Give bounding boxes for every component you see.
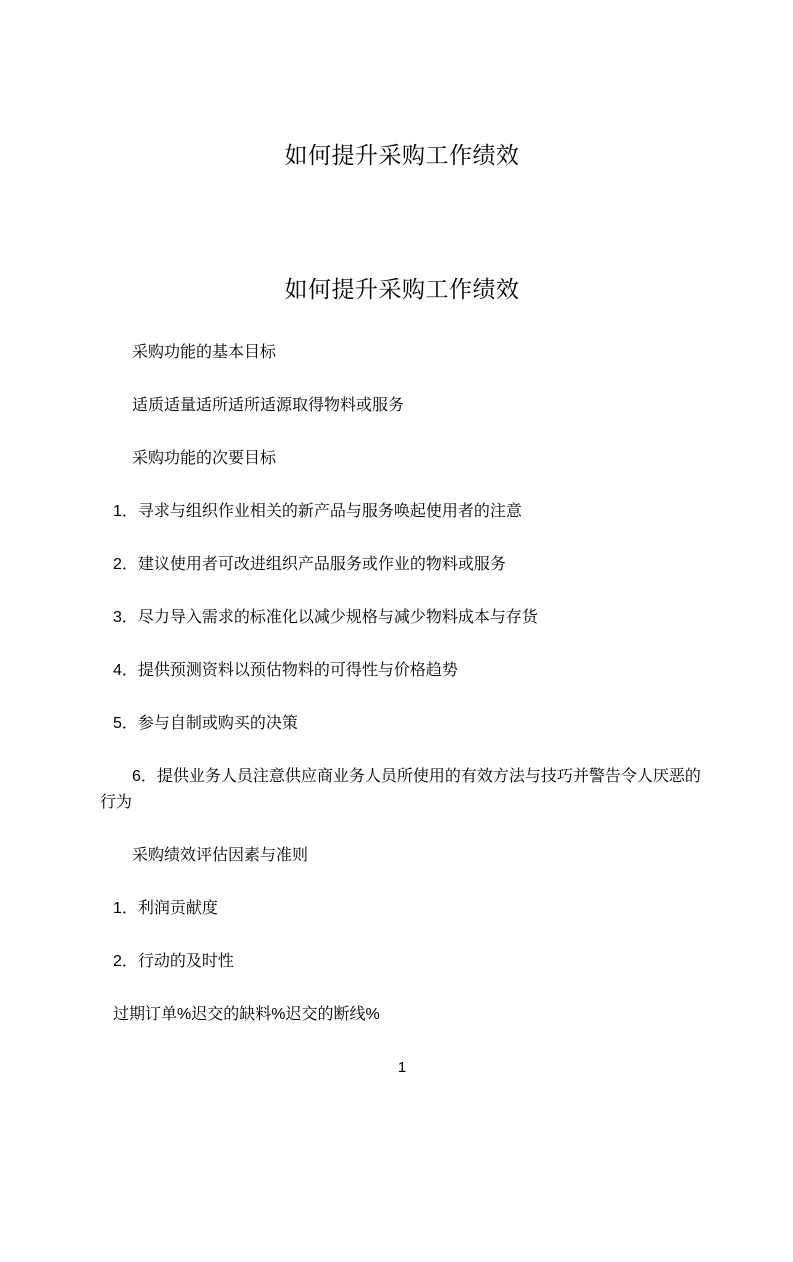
body-line-overdue-metrics: 过期订单%迟交的缺料%迟交的断线% [113, 1006, 380, 1023]
eval-item-2: 2．行动的及时性 [113, 953, 234, 970]
list-item-5: 5．参与自制或购买的决策 [113, 715, 298, 732]
list-item-6: 6．提供业务人员注意供应商业务人员所使用的有效方法与技巧并警告令人厌恶的行为 [100, 768, 701, 811]
section-header-basic-goals: 采购功能的基本目标 [132, 344, 277, 361]
doc-heading: 如何提升采购工作绩效 [284, 276, 520, 302]
list-item-1: 1．寻求与组织作业相关的新产品与服务唤起使用者的注意 [113, 503, 522, 520]
body-line-five-rights: 适质适量适所适所适源取得物料或服务 [132, 397, 405, 414]
section-header-evaluation-criteria: 采购绩效评估因素与准则 [132, 847, 309, 864]
eval-item-1: 1．利润贡献度 [113, 900, 218, 917]
section-header-secondary-goals: 采购功能的次要目标 [132, 450, 277, 467]
list-item-4: 4．提供预测资料以预估物料的可得性与价格趋势 [113, 662, 458, 679]
doc-title-top: 如何提升采购工作绩效 [284, 142, 520, 168]
document-page [0, 140, 793, 1262]
list-item-2: 2．建议使用者可改进组织产品服务或作业的物料或服务 [113, 556, 506, 573]
page-number: 1 [397, 1059, 407, 1076]
list-item-3: 3．尽力导入需求的标准化以减少规格与减少物料成本与存货 [113, 609, 538, 626]
